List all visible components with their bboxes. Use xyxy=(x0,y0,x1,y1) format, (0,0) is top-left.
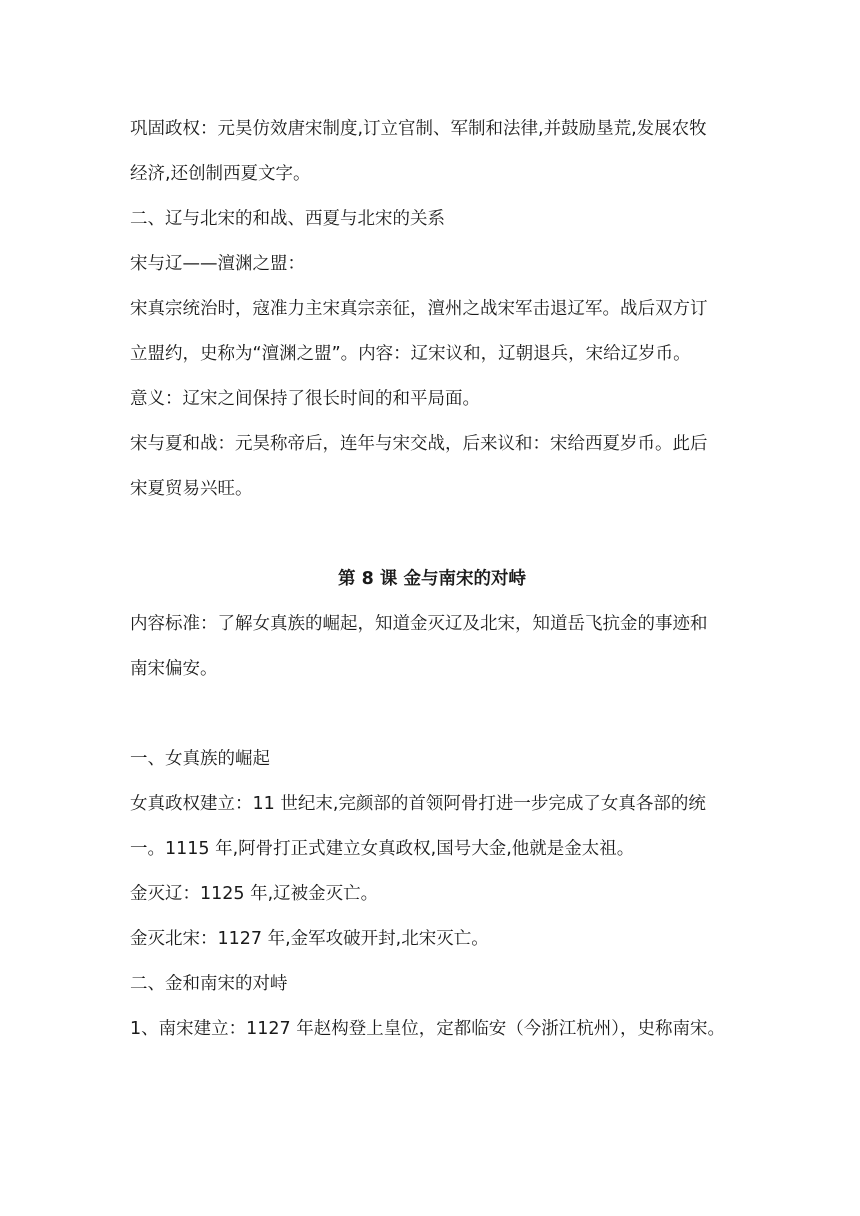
paragraph-line: 立盟约，史称为“澶渊之盟”。内容：辽宋议和，辽朝退兵，宋给辽岁币。 xyxy=(130,344,691,364)
section-heading: 一、女真族的崛起 xyxy=(130,749,270,769)
lesson-title: 第 8 课 金与南宋的对峙 xyxy=(338,569,526,589)
paragraph-line: 巩固政权：元昊仿效唐宋制度,订立官制、军制和法律,并鼓励垦荒,发展农牧 xyxy=(130,119,707,139)
section-heading: 二、金和南宋的对峙 xyxy=(130,974,288,994)
paragraph-line: 1、南宋建立：1127 年赵构登上皇位，定都临安（今浙江杭州），史称南宋。 xyxy=(130,1019,725,1039)
paragraph-line: 宋与辽——澶渊之盟： xyxy=(130,254,305,274)
paragraph-line: 一。1115 年,阿骨打正式建立女真政权,国号大金,他就是金太祖。 xyxy=(130,839,635,859)
paragraph-line: 宋与夏和战：元昊称帝后，连年与宋交战，后来议和：宋给西夏岁币。此后 xyxy=(130,434,708,454)
section-heading: 二、辽与北宋的和战、西夏与北宋的关系 xyxy=(130,209,445,229)
paragraph-line: 经济,还创制西夏文字。 xyxy=(130,164,311,184)
paragraph-line: 宋真宗统治时，寇准力主宋真宗亲征，澶州之战宋军击退辽军。战后双方订 xyxy=(130,299,708,319)
paragraph-line: 金灭辽：1125 年,辽被金灭亡。 xyxy=(130,884,379,904)
paragraph-line: 宋夏贸易兴旺。 xyxy=(130,479,253,499)
paragraph-line: 女真政权建立：11 世纪末,完颜部的首领阿骨打进一步完成了女真各部的统 xyxy=(130,794,706,814)
paragraph-line: 内容标准：了解女真族的崛起，知道金灭辽及北宋，知道岳飞抗金的事迹和 xyxy=(130,614,708,634)
paragraph-line: 意义：辽宋之间保持了很长时间的和平局面。 xyxy=(130,389,480,409)
paragraph-line: 南宋偏安。 xyxy=(130,659,218,679)
paragraph-line: 金灭北宋：1127 年,金军攻破开封,北宋灭亡。 xyxy=(130,929,489,949)
